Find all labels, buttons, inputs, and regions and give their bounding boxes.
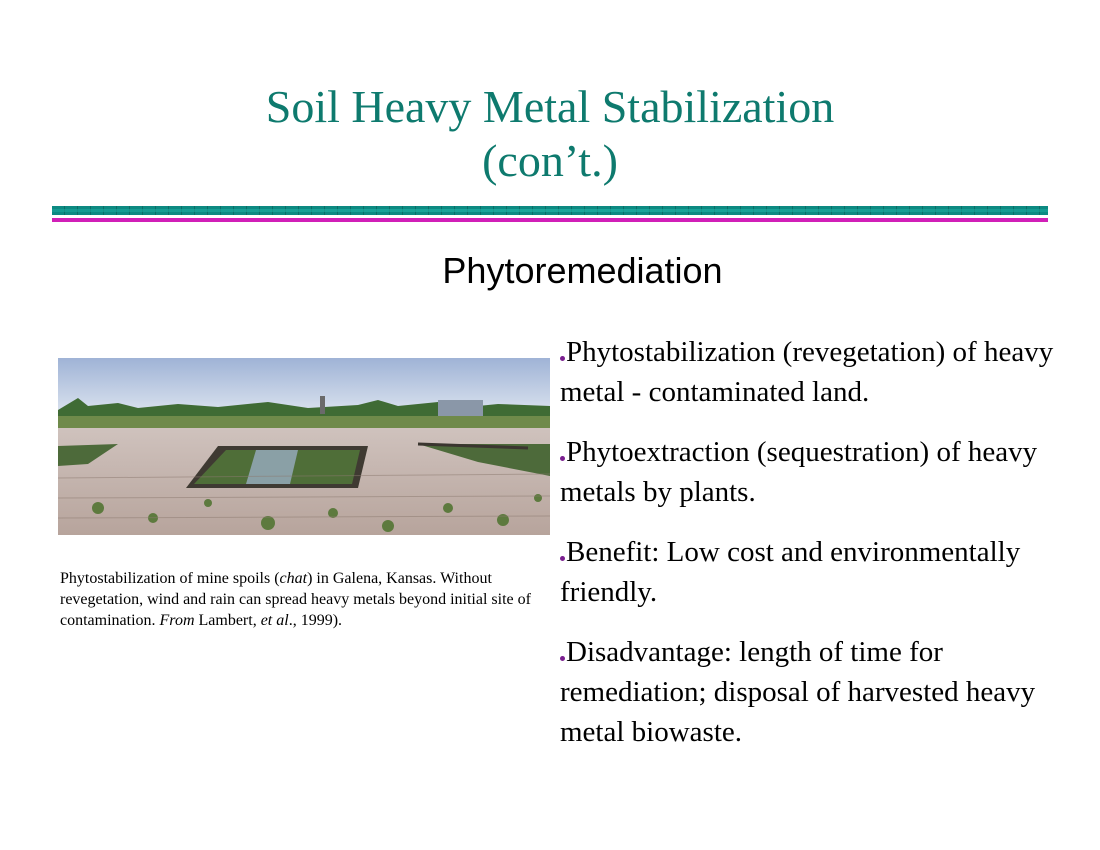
bullet-text: Phytostabilization (revegetation) of heavy metal - contaminated land.	[560, 336, 1054, 408]
bullet-dot-icon	[560, 456, 565, 461]
bullet-item	[560, 432, 1060, 512]
bullet-text: Benefit: Low cost and environmentally friendly.	[560, 536, 1021, 608]
slide-subtitle: Phytoremediation	[442, 250, 723, 291]
bullet-dot-icon	[560, 356, 565, 361]
title-line-1: Soil Heavy Metal Stabilization	[265, 81, 835, 132]
caption-italic-from: From	[159, 612, 195, 629]
bullet-item	[560, 532, 1060, 612]
landscape-photo-icon	[58, 358, 550, 535]
caption-text: ) in Galena, Kansas. Without revegetation, wind and rain can spread heavy metals beyond initial site of contamination.	[60, 570, 531, 629]
teal-divider	[52, 206, 1048, 215]
bullet-dot-icon	[560, 556, 565, 561]
bullet-item	[560, 332, 1060, 412]
caption-text: Phytostabilization of mine spoils (	[60, 570, 280, 587]
bullet-text: Disadvantage: length of time for remediation; disposal of harvested heavy metal biowaste.	[560, 636, 1036, 748]
bullet-item	[560, 632, 1060, 752]
mine-spoils-photo	[58, 358, 550, 535]
caption-text: Lambert,	[194, 612, 261, 629]
caption-italic-etal: et al	[260, 612, 289, 629]
caption-text: ., 1999).	[288, 612, 343, 629]
photo-caption	[60, 568, 545, 631]
bullet-dot-icon	[560, 656, 565, 661]
caption-italic-chat: chat	[279, 570, 308, 587]
slide-title	[0, 80, 1100, 188]
title-line-2: (con’t.)	[482, 135, 618, 186]
magenta-divider	[52, 218, 1048, 222]
bullet-list	[560, 332, 1060, 772]
bullet-text: Phytoextraction (sequestration) of heavy metals by plants.	[560, 436, 1038, 508]
